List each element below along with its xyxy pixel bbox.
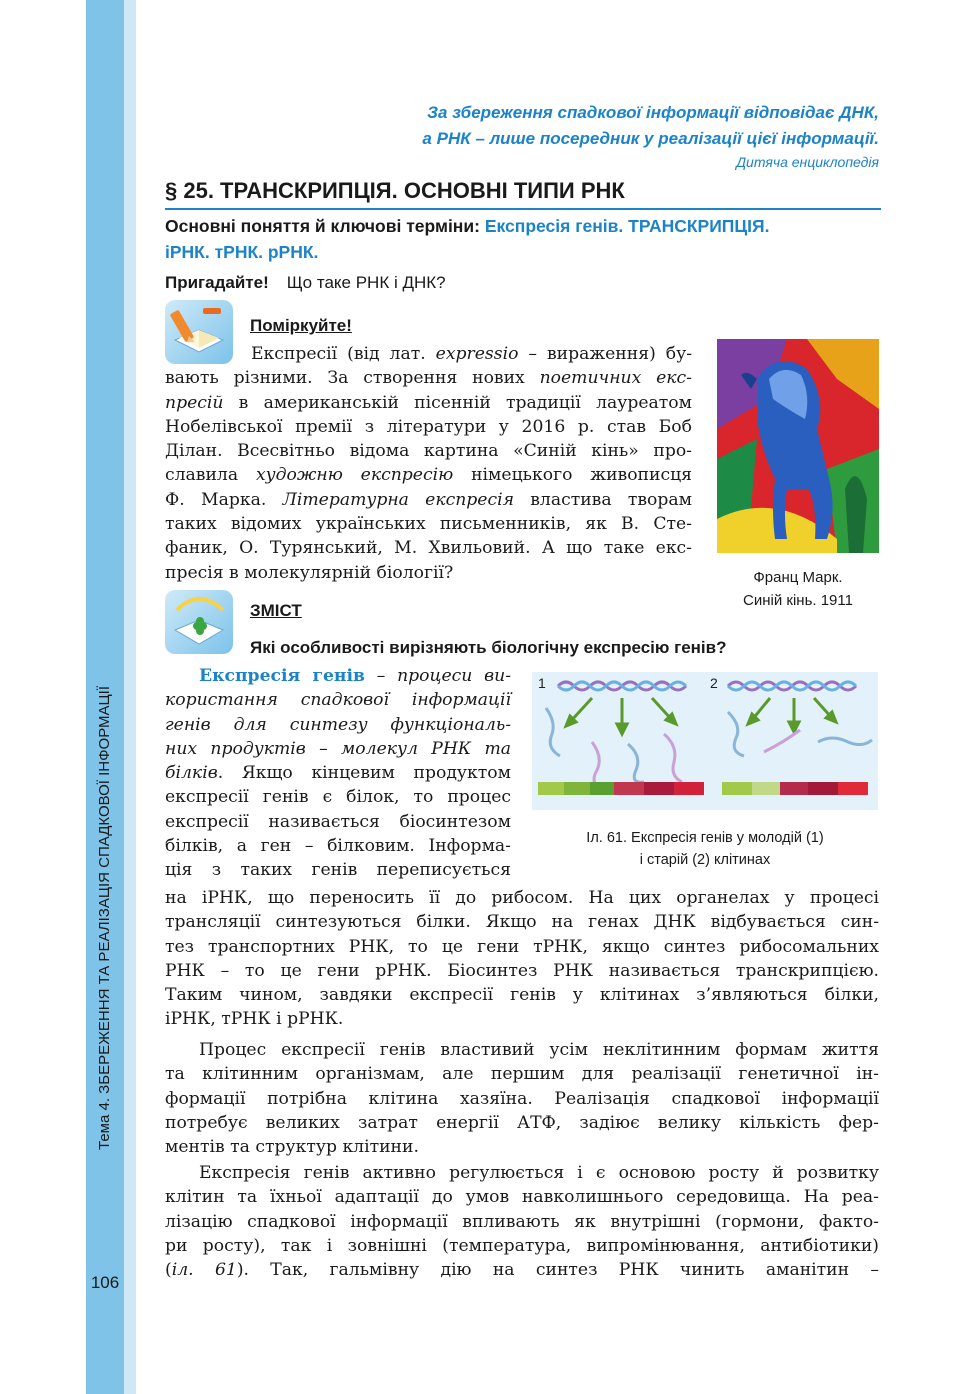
figure-caption-line-1: Іл. 61. Експресія генів у молодій (1) [586, 830, 824, 846]
key-terms-line-2: іРНК. тРНК. рРНК. [165, 242, 319, 262]
think-line: пресій в американській пісенній традиції лауреатом [165, 392, 692, 413]
think-line: вають різними. За створення нових поетичних екс- [165, 368, 692, 389]
think-line: Експресії (від лат. expressio – вираження) бу- [251, 344, 693, 364]
body-line: ментів та структур клітини. [165, 1137, 419, 1158]
body-line: генів для синтезу функціональ- [165, 714, 511, 735]
content-question: Які особливості вирізняють біологічну експресію генів? [250, 638, 727, 657]
think-line: Ділан. Всесвітньо відома картина «Синій кінь» про- [165, 441, 692, 462]
think-line: фаник, О. Турянський, М. Хвильовий. А що таке екс- [165, 538, 692, 559]
body-line: тез транспортних РНК, то це гени тРНК, якщо синтез рибосомальних [165, 936, 879, 957]
epigraph-line-2: а РНК – лише посередник у реалізації цієї інформації. [422, 129, 879, 148]
body-line: Процес експресії генів властивий усім неклітинним формам життя [199, 1040, 879, 1060]
body-line: лізацію спадкової інформації впливають як внутрішні (гормони, факто- [165, 1211, 879, 1232]
body-line: них продуктів – молекул РНК та [165, 738, 511, 759]
body-line: РНК – то це гени рРНК. Біосинтез РНК називається транскрипцією. [165, 960, 879, 981]
blue-horse-painting [717, 339, 879, 553]
body-line: Таким чином, завдяки експресії генів у клітинах з’являються білки, [165, 985, 879, 1006]
figure-caption-line-2: і старій (2) клітинах [639, 852, 771, 868]
key-terms [165, 213, 881, 265]
body-paragraph-1 [165, 886, 879, 1032]
body-line: білків, а ген – білковим. Інформа- [165, 836, 511, 857]
figure-label-2: 2 [710, 675, 718, 691]
gene-expression-figure [532, 672, 878, 810]
epigraph-source: Дитяча енциклопедія [736, 154, 879, 170]
key-terms-line-1: Експресія генів. ТРАНСКРИПЦІЯ. [484, 216, 770, 236]
think-line: пресія в молекулярній біології? [165, 562, 454, 583]
body-line: ція з таких генів переписується [165, 860, 511, 881]
think-line: Нобелівської премії з літератури у 2016 р. став Боб [165, 416, 692, 437]
page-number: 106 [90, 1273, 120, 1292]
think-heading: Поміркуйте! [250, 316, 352, 335]
figure-label-1: 1 [538, 675, 546, 691]
body-line: Експресія генів – процеси ви- [199, 666, 511, 686]
body-line: та клітинним організмам, але першим для реалізації генетичної ін- [165, 1064, 879, 1085]
recall-block [165, 270, 446, 296]
side-band-inner [124, 0, 136, 1394]
think-line: славила художню експресію німецького живописця [165, 465, 692, 486]
painting-caption-line-2: Синій кінь. 1911 [743, 592, 853, 609]
painting-caption-line-1: Франц Марк. [753, 569, 843, 586]
epigraph [422, 100, 879, 172]
think-line: Ф. Марка. Літературна експресія властива творам [165, 489, 692, 510]
body-line: на іРНК, що переносить її до рибосом. На цих органелах у процесі [165, 888, 879, 908]
body-line: іРНК, тРНК і рРНК. [165, 1009, 344, 1030]
body-line: експресії генів є білок, то процес [165, 787, 511, 808]
key-terms-label: Основні поняття й ключові терміни: [165, 216, 480, 236]
body-line: білків. Якщо кінцевим продуктом [165, 763, 511, 784]
body-line: експресії називається біосинтезом [165, 811, 511, 832]
body-line: клітин та їхньої адаптації до умов навколишнього середовища. На реа- [165, 1187, 879, 1208]
recall-label: Пригадайте! [165, 273, 269, 292]
body-line: ри росту), так і зовнішні (температура, випромінювання, антибіотики) [165, 1235, 879, 1256]
body-line: (іл. 61). Так, гальмівну дію на синтез РНК чинить аманітин – [165, 1260, 879, 1281]
content-heading: ЗМІСТ [250, 601, 302, 620]
section-title: § 25. ТРАНСКРИПЦІЯ. ОСНОВНІ ТИПИ РНК [165, 176, 881, 210]
body-paragraph-3 [165, 1161, 879, 1282]
expression-definition [165, 664, 511, 883]
topic-vertical-label: Тема 4. ЗБЕРЕЖЕННЯ ТА РЕАЛІЗАЦІЯ СПАДКОВОЇ ІНФОРМАЦІЇ [96, 686, 113, 1150]
body-paragraph-2 [165, 1038, 879, 1159]
body-line: трансляції синтезуються білки. Якщо на генах ДНК відбувається син- [165, 912, 879, 933]
recall-text: Що таке РНК і ДНК? [286, 273, 446, 292]
body-line: користання спадкової інформації [165, 690, 511, 711]
painting-caption [700, 566, 896, 612]
page-margin [0, 0, 86, 1394]
think-line: таких відомих українських письменників, як В. Сте- [165, 514, 692, 535]
think-paragraph [165, 342, 692, 585]
figure-caption [532, 827, 878, 871]
book-clover-icon [165, 590, 233, 654]
epigraph-line-1: За збереження спадкової інформації відповідає ДНК, [427, 103, 879, 122]
body-line: Експресія генів активно регулюється і є основою росту й розвитку [199, 1163, 879, 1183]
body-line: потребує великих затрат енергії АТФ, задіює велику кількість фер- [165, 1112, 879, 1133]
body-line: формації потрібна клітина хазяїна. Реалізація спадкової інформації [165, 1088, 879, 1109]
